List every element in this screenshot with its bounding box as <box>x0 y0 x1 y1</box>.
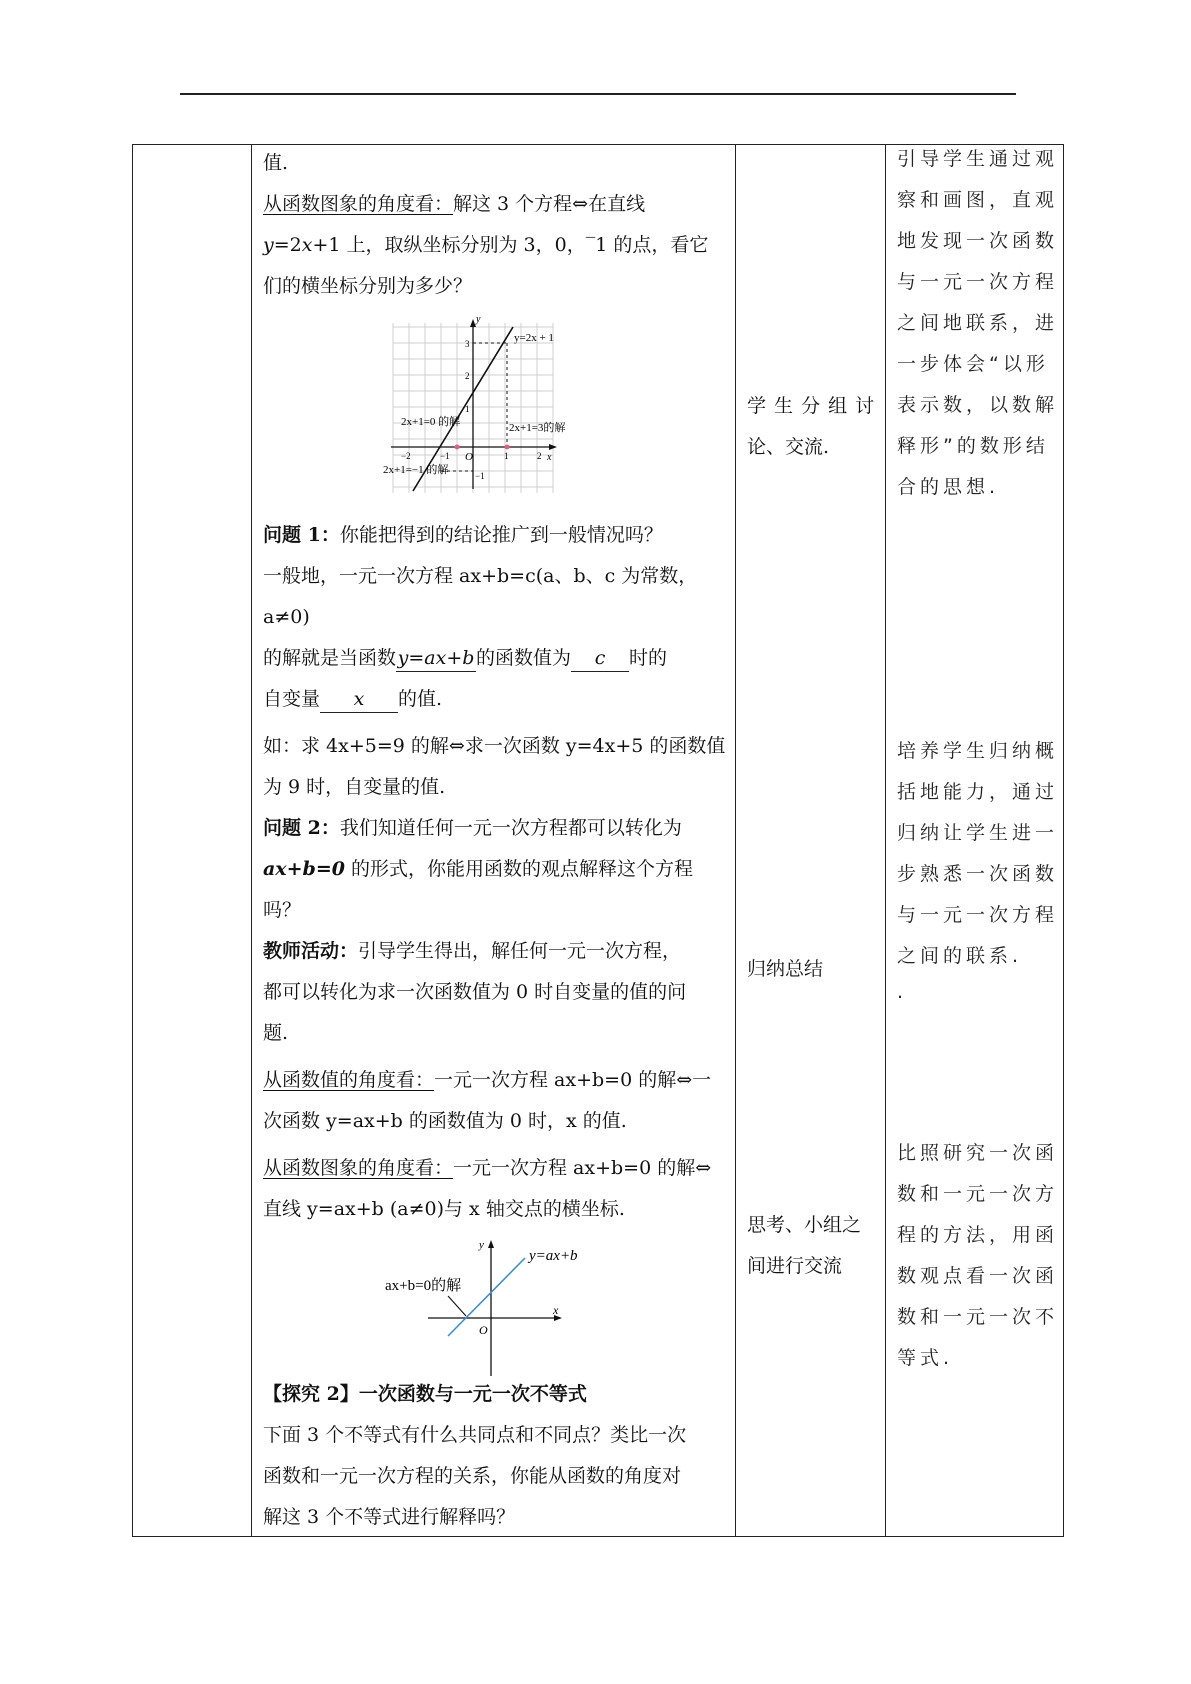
svg-text:−2: −2 <box>401 451 411 461</box>
text-line: 自变量 x 的值. <box>263 679 729 720</box>
text-line: 的解就是当函数y=ax+b的函数值为 c 时的 <box>263 638 729 679</box>
student-activity-3: 思考、小组之 间进行交流 <box>747 1214 862 1277</box>
figure-line-2x-plus-1 <box>263 313 729 513</box>
text-line: 吗？ <box>263 899 302 921</box>
text-line: 下面 3 个不等式有什么共同点和不同点？类比一次 <box>263 1424 687 1446</box>
design-intent-3: 比照研究一次函 数和一元一次方 程的方法，用函 数观点看一次函 数和一元一次不 等式. <box>897 1142 1059 1369</box>
design-intent-2: 培养学生归纳概 括地能力，通过 归纳让学生进一 步熟悉一次函数 与一元一次方程 之间的联系. . <box>897 740 1059 1003</box>
function-graph-svg <box>263 313 729 513</box>
explore-2-title: 【探究 2】一次函数与一元一次不等式 <box>263 1383 587 1405</box>
svg-text:−1: −1 <box>475 471 485 481</box>
fill-blank: y=ax+b <box>396 645 476 672</box>
text-line: 题. <box>263 1022 289 1044</box>
svg-text:x: x <box>547 452 552 463</box>
design-intent-1: 引导学生通过观 察和画图，直观 地发现一次函数 与一元一次方程 之间地联系，进 一步体会“以形 表示数，以数解 释形”的数形结 合的思想. <box>897 148 1059 498</box>
graph-view-paragraph: 从函数图象的角度看：解这 3 个方程⇔在直线 <box>263 193 646 215</box>
svg-text:y: y <box>476 314 481 325</box>
figure-line-ax-plus-b <box>263 1230 729 1378</box>
svg-text:−1: −1 <box>440 451 450 461</box>
annotation-neg: 2x+1=−1 的解 <box>383 464 449 476</box>
svg-text:1: 1 <box>465 404 470 414</box>
student-activity-2: 归纳总结 <box>747 958 824 980</box>
lesson-content <box>263 145 729 1538</box>
annotation-three: 2x+1=3的解 <box>509 422 566 434</box>
svg-text:3: 3 <box>465 339 470 349</box>
svg-text:2: 2 <box>537 451 542 461</box>
svg-text:2: 2 <box>465 371 470 381</box>
example: 如：求 4x+5=9 的解⇔求一次函数 y=4x+5 的函数值 <box>263 735 726 757</box>
fill-blank: c <box>571 645 629 672</box>
header-rule <box>180 93 1016 95</box>
text-line: 都可以转化为求一次函数值为 0 时自变量的值的问 <box>263 981 687 1003</box>
value-view-paragraph: 从函数值的角度看：一元一次方程 ax+b=0 的解⇔一 <box>263 1069 712 1091</box>
svg-text:1: 1 <box>504 451 509 461</box>
text-line: ax+b=0 的形式，你能用函数的观点解释这个方程 <box>263 858 694 880</box>
text-line: 一般地，一元一次方程 ax+b=c(a、b、c 为常数，a≠0) <box>263 565 698 628</box>
graph-view-label: 从函数图象的角度看： <box>263 193 454 215</box>
text-line: 次函数 y=ax+b 的函数值为 0 时，x 的值. <box>263 1110 627 1132</box>
svg-text:O: O <box>479 1323 488 1337</box>
text-line: 值. <box>263 152 289 174</box>
annotation-zero: 2x+1=0 的解 <box>401 416 461 428</box>
text-line: y=2x+1 上，取纵坐标分别为 3，0，‾1 的点，看它 <box>263 234 709 256</box>
text-line: 直线 y=ax+b (a≠0)与 x 轴交点的横坐标. <box>263 1198 625 1220</box>
column-divider-3 <box>885 145 886 1536</box>
fill-blank: x <box>320 686 398 713</box>
line-label: y=ax+b <box>529 1248 578 1264</box>
graph-view-2-paragraph: 从函数图象的角度看：一元一次方程 ax+b=0 的解⇔ <box>263 1157 712 1179</box>
svg-text:x: x <box>553 1303 559 1317</box>
column-divider-2 <box>735 145 736 1536</box>
lesson-table <box>132 144 1064 1537</box>
text-line: 函数和一元一次方程的关系，你能从函数的角度对 <box>263 1465 682 1487</box>
teacher-activity: 教师活动：引导学生得出，解任何一元一次方程， <box>263 940 682 962</box>
text-line: 为 9 时，自变量的值. <box>263 776 446 798</box>
line-label: y=2x + 1 <box>514 332 554 344</box>
annotation: ax+b=0的解 <box>385 1278 462 1294</box>
general-line-svg <box>263 1230 729 1378</box>
svg-text:O: O <box>465 451 473 463</box>
student-activity-1: 学 生 分 组 讨 论、交流. <box>747 395 876 458</box>
text-line: 解这 3 个不等式进行解释吗？ <box>263 1506 516 1528</box>
question-2: 问题 2：我们知道任何一元一次方程都可以转化为 <box>263 817 682 839</box>
question-1: 问题 1：你能把得到的结论推广到一般情况吗？ <box>263 524 663 546</box>
svg-text:y: y <box>479 1239 484 1251</box>
text-line: 们的横坐标分别为多少？ <box>263 275 473 297</box>
column-divider-1 <box>251 145 252 1536</box>
